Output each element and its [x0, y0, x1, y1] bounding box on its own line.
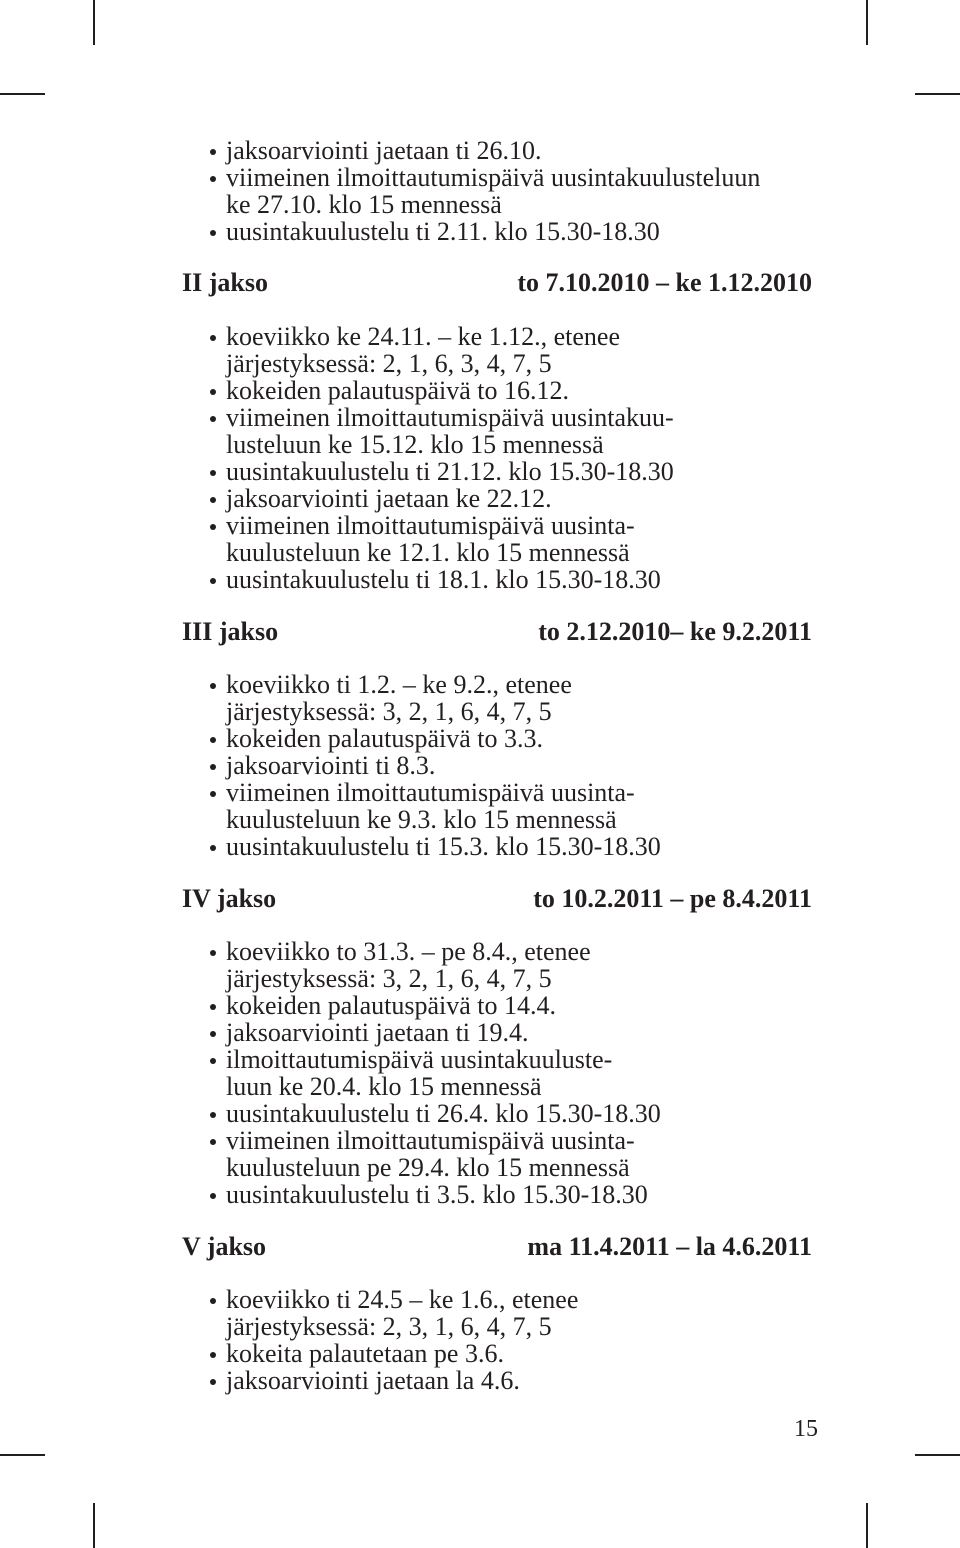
list-item-line: koeviikko ti 24.5 – ke 1.6., etenee: [226, 1285, 579, 1314]
list-item-line: jaksoarviointi jaetaan la 4.6.: [226, 1366, 520, 1395]
list-item-line: luun ke 20.4. klo 15 mennessä: [226, 1072, 542, 1101]
bullet-list-intro: [226, 137, 760, 245]
section-dates-iv: to 10.2.2011 – pe 8.4.2011: [533, 884, 812, 913]
list-item: [226, 218, 760, 245]
bullet-list-v: [226, 1286, 578, 1394]
list-item-line: järjestyksessä: 2, 1, 6, 3, 4, 7, 5: [226, 349, 552, 378]
list-item-line: uusintakuulustelu ti 3.5. klo 15.30-18.30: [226, 1180, 648, 1209]
list-item-line: viimeinen ilmoittautumispäivä uusintakuu-: [226, 403, 674, 432]
section-heading-ii: II jakso: [182, 268, 268, 297]
list-item-line: koeviikko ti 1.2. – ke 9.2., etenee: [226, 670, 572, 699]
section-dates-ii: to 7.10.2010 – ke 1.12.2010: [517, 268, 812, 297]
list-item: [226, 1340, 578, 1367]
list-item: [226, 1181, 661, 1208]
list-item-line: uusintakuulustelu ti 15.3. klo 15.30-18.30: [226, 832, 661, 861]
list-item-line: viimeinen ilmoittautumispäivä uusintakuulusteluun: [226, 163, 761, 192]
list-item: [226, 1127, 661, 1181]
list-item-line: kokeita palautetaan pe 3.6.: [226, 1339, 504, 1368]
list-item: [226, 137, 760, 164]
list-item-line: viimeinen ilmoittautumispäivä uusinta-: [226, 778, 635, 807]
list-item-line: jaksoarviointi jaetaan ti 26.10.: [226, 136, 542, 165]
list-item: [226, 779, 661, 833]
list-item: [226, 1019, 661, 1046]
list-item: [226, 164, 760, 218]
list-item-line: uusintakuulustelu ti 26.4. klo 15.30-18.30: [226, 1099, 661, 1128]
section-heading-iv: IV jakso: [182, 884, 277, 913]
list-item: [226, 404, 674, 458]
page-number: 15: [794, 1416, 818, 1442]
list-item-line: uusintakuulustelu ti 18.1. klo 15.30-18.30: [226, 565, 661, 594]
list-item-line: kuulusteluun ke 12.1. klo 15 mennessä: [226, 538, 630, 567]
list-item-line: kokeiden palautuspäivä to 3.3.: [226, 724, 543, 753]
crop-mark-bottom-left-horizontal: [0, 1454, 45, 1456]
bullet-list-iv: [226, 938, 661, 1208]
list-item-line: lusteluun ke 15.12. klo 15 mennessä: [226, 430, 604, 459]
list-item-line: kuulusteluun pe 29.4. klo 15 mennessä: [226, 1153, 630, 1182]
list-item-line: kokeiden palautuspäivä to 16.12.: [226, 376, 569, 405]
list-item-line: uusintakuulustelu ti 21.12. klo 15.30-18.30: [226, 457, 674, 486]
list-item-line: jaksoarviointi ti 8.3.: [226, 751, 436, 780]
crop-mark-top-right-horizontal: [915, 93, 960, 95]
section-heading-v: V jakso: [182, 1232, 267, 1261]
crop-mark-top-left-horizontal: [0, 93, 45, 95]
list-item-line: viimeinen ilmoittautumispäivä uusinta-: [226, 511, 635, 540]
list-item-line: jaksoarviointi jaetaan ke 22.12.: [226, 484, 552, 513]
list-item-line: kokeiden palautuspäivä to 14.4.: [226, 991, 556, 1020]
crop-mark-bottom-left-vertical: [93, 1503, 95, 1548]
list-item: [226, 725, 661, 752]
list-item-line: ilmoittautumispäivä uusintakuuluste-: [226, 1045, 613, 1074]
list-item: [226, 752, 661, 779]
list-item: [226, 938, 661, 992]
list-item-line: järjestyksessä: 3, 2, 1, 6, 4, 7, 5: [226, 697, 552, 726]
list-item: [226, 1046, 661, 1100]
crop-mark-top-left-vertical: [93, 0, 95, 45]
list-item-line: järjestyksessä: 2, 3, 1, 6, 4, 7, 5: [226, 1312, 552, 1341]
list-item: [226, 1367, 578, 1394]
list-item-line: koeviikko ke 24.11. – ke 1.12., etenee: [226, 322, 620, 351]
list-item: [226, 458, 674, 485]
section-dates-iii: to 2.12.2010– ke 9.2.2011: [538, 617, 812, 646]
list-item: [226, 566, 674, 593]
list-item: [226, 1100, 661, 1127]
list-item: [226, 833, 661, 860]
list-item: [226, 671, 661, 725]
list-item: [226, 1286, 578, 1340]
list-item-line: koeviikko to 31.3. – pe 8.4., etenee: [226, 937, 591, 966]
list-item: [226, 377, 674, 404]
list-item-line: viimeinen ilmoittautumispäivä uusinta-: [226, 1126, 635, 1155]
list-item-line: uusintakuulustelu ti 2.11. klo 15.30-18.30: [226, 217, 660, 246]
crop-mark-top-right-vertical: [866, 0, 868, 45]
section-dates-v: ma 11.4.2011 – la 4.6.2011: [527, 1232, 812, 1261]
list-item: [226, 512, 674, 566]
bullet-list-iii: [226, 671, 661, 860]
section-heading-iii: III jakso: [182, 617, 279, 646]
list-item-line: ke 27.10. klo 15 mennessä: [226, 190, 502, 219]
crop-mark-bottom-right-horizontal: [915, 1454, 960, 1456]
list-item: [226, 992, 661, 1019]
list-item-line: järjestyksessä: 3, 2, 1, 6, 4, 7, 5: [226, 964, 552, 993]
list-item-line: kuulusteluun ke 9.3. klo 15 mennessä: [226, 805, 617, 834]
list-item: [226, 323, 674, 377]
bullet-list-ii: [226, 323, 674, 593]
crop-mark-bottom-right-vertical: [866, 1503, 868, 1548]
list-item-line: jaksoarviointi jaetaan ti 19.4.: [226, 1018, 529, 1047]
list-item: [226, 485, 674, 512]
